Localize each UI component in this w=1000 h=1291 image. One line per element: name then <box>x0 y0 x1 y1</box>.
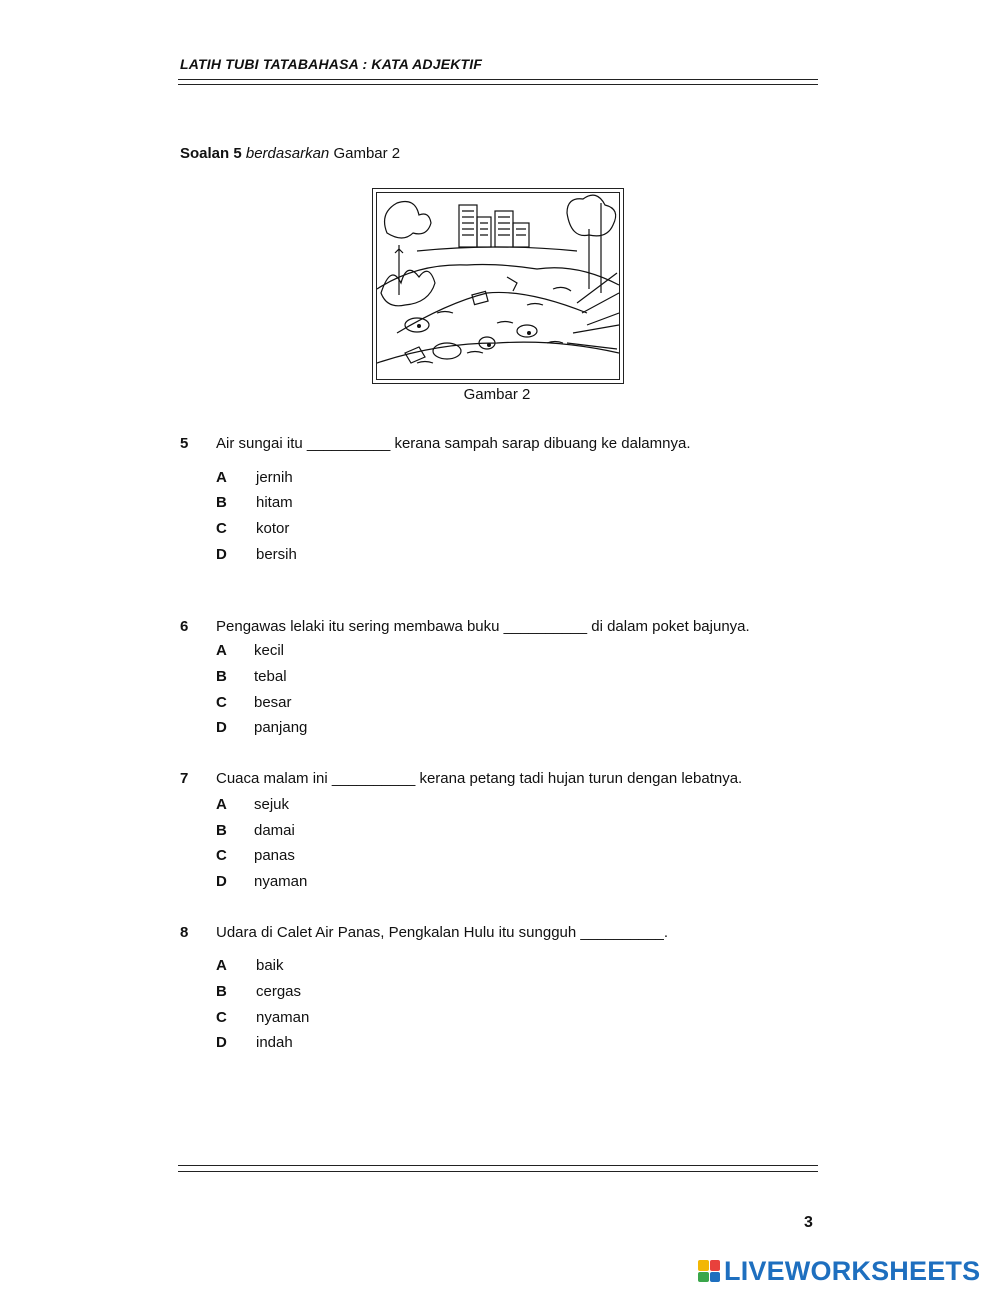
question-instruction <box>180 145 400 162</box>
question-6-text: Pengawas lelaki itu sering membawa buku __________ di dalam poket bajunya. <box>216 618 750 635</box>
question-5-text: Air sungai itu __________ kerana sampah sarap dibuang ke dalamnya. <box>216 435 691 452</box>
q8-option-b-letter[interactable]: B <box>216 983 227 1000</box>
q5-option-a-letter[interactable]: A <box>216 469 227 486</box>
q7-option-c-letter[interactable]: C <box>216 847 227 864</box>
brand-wordmark: LIVEWORKSHEETS <box>724 1255 981 1286</box>
header-rule-top <box>178 79 818 80</box>
q8-option-d-letter[interactable]: D <box>216 1034 227 1051</box>
q8-option-c-text[interactable]: nyaman <box>256 1009 310 1026</box>
q8-option-a-text[interactable]: baik <box>256 957 284 974</box>
q7-option-b-letter[interactable]: B <box>216 822 227 839</box>
q6-option-b-letter[interactable]: B <box>216 668 227 685</box>
q6-option-a-text[interactable]: kecil <box>254 642 285 659</box>
worksheet-title: LATIH TUBI TATABAHASA : KATA ADJEKTIF <box>180 56 483 72</box>
q6-option-d-letter[interactable]: D <box>216 719 227 736</box>
q5-option-b-text[interactable]: hitam <box>256 494 293 511</box>
q7-option-c-text[interactable]: panas <box>254 847 295 864</box>
q6-option-d-text[interactable]: panjang <box>254 719 308 736</box>
footer-rule-bottom <box>178 1171 818 1172</box>
instruction-rest: Gambar 2 <box>333 145 401 162</box>
q6-option-b-text[interactable]: tebal <box>254 668 287 685</box>
q7-option-b-text[interactable]: damai <box>254 822 295 839</box>
q7-option-d-text[interactable]: nyaman <box>254 873 308 890</box>
header-rule-bottom <box>178 84 818 85</box>
figure-caption: Gambar 2 <box>463 386 531 403</box>
q6-option-c-text[interactable]: besar <box>254 694 292 711</box>
polluted-river-illustration <box>376 192 620 380</box>
building-2 <box>477 217 491 247</box>
question-8-text: Udara di Calet Air Panas, Pengkalan Hulu itu sungguh __________. <box>216 924 668 941</box>
liveworksheets-logo-icon <box>698 1260 720 1282</box>
instruction-italic: berdasarkan <box>245 145 330 162</box>
footer-rule-top <box>178 1165 818 1166</box>
river-scene-svg <box>377 193 619 379</box>
q8-option-c-letter[interactable]: C <box>216 1009 227 1026</box>
q5-option-b-letter[interactable]: B <box>216 494 227 511</box>
q7-option-d-letter[interactable]: D <box>216 873 227 890</box>
q6-option-a-letter[interactable]: A <box>216 642 227 659</box>
question-5-number: 5 <box>180 435 189 452</box>
q5-option-a-text[interactable]: jernih <box>256 469 293 486</box>
q5-option-c-text[interactable]: kotor <box>256 520 290 537</box>
liveworksheets-brand[interactable] <box>698 1255 981 1286</box>
question-8-number: 8 <box>180 924 189 941</box>
q7-option-a-text[interactable]: sejuk <box>254 796 290 813</box>
figure-frame <box>372 188 624 384</box>
q8-option-d-text[interactable]: indah <box>256 1034 293 1051</box>
q5-option-d-text[interactable]: bersih <box>256 546 297 563</box>
q8-option-a-letter[interactable]: A <box>216 957 227 974</box>
page-number: 3 <box>804 1214 813 1231</box>
q5-option-c-letter[interactable]: C <box>216 520 227 537</box>
q7-option-a-letter[interactable]: A <box>216 796 227 813</box>
instruction-bold: Soalan 5 <box>180 145 242 162</box>
question-6-number: 6 <box>180 618 189 635</box>
q6-option-c-letter[interactable]: C <box>216 694 227 711</box>
q8-option-b-text[interactable]: cergas <box>256 983 302 1000</box>
q5-option-d-letter[interactable]: D <box>216 546 227 563</box>
question-7-number: 7 <box>180 770 189 787</box>
question-7-text: Cuaca malam ini __________ kerana petang tadi hujan turun dengan lebatnya. <box>216 770 743 787</box>
